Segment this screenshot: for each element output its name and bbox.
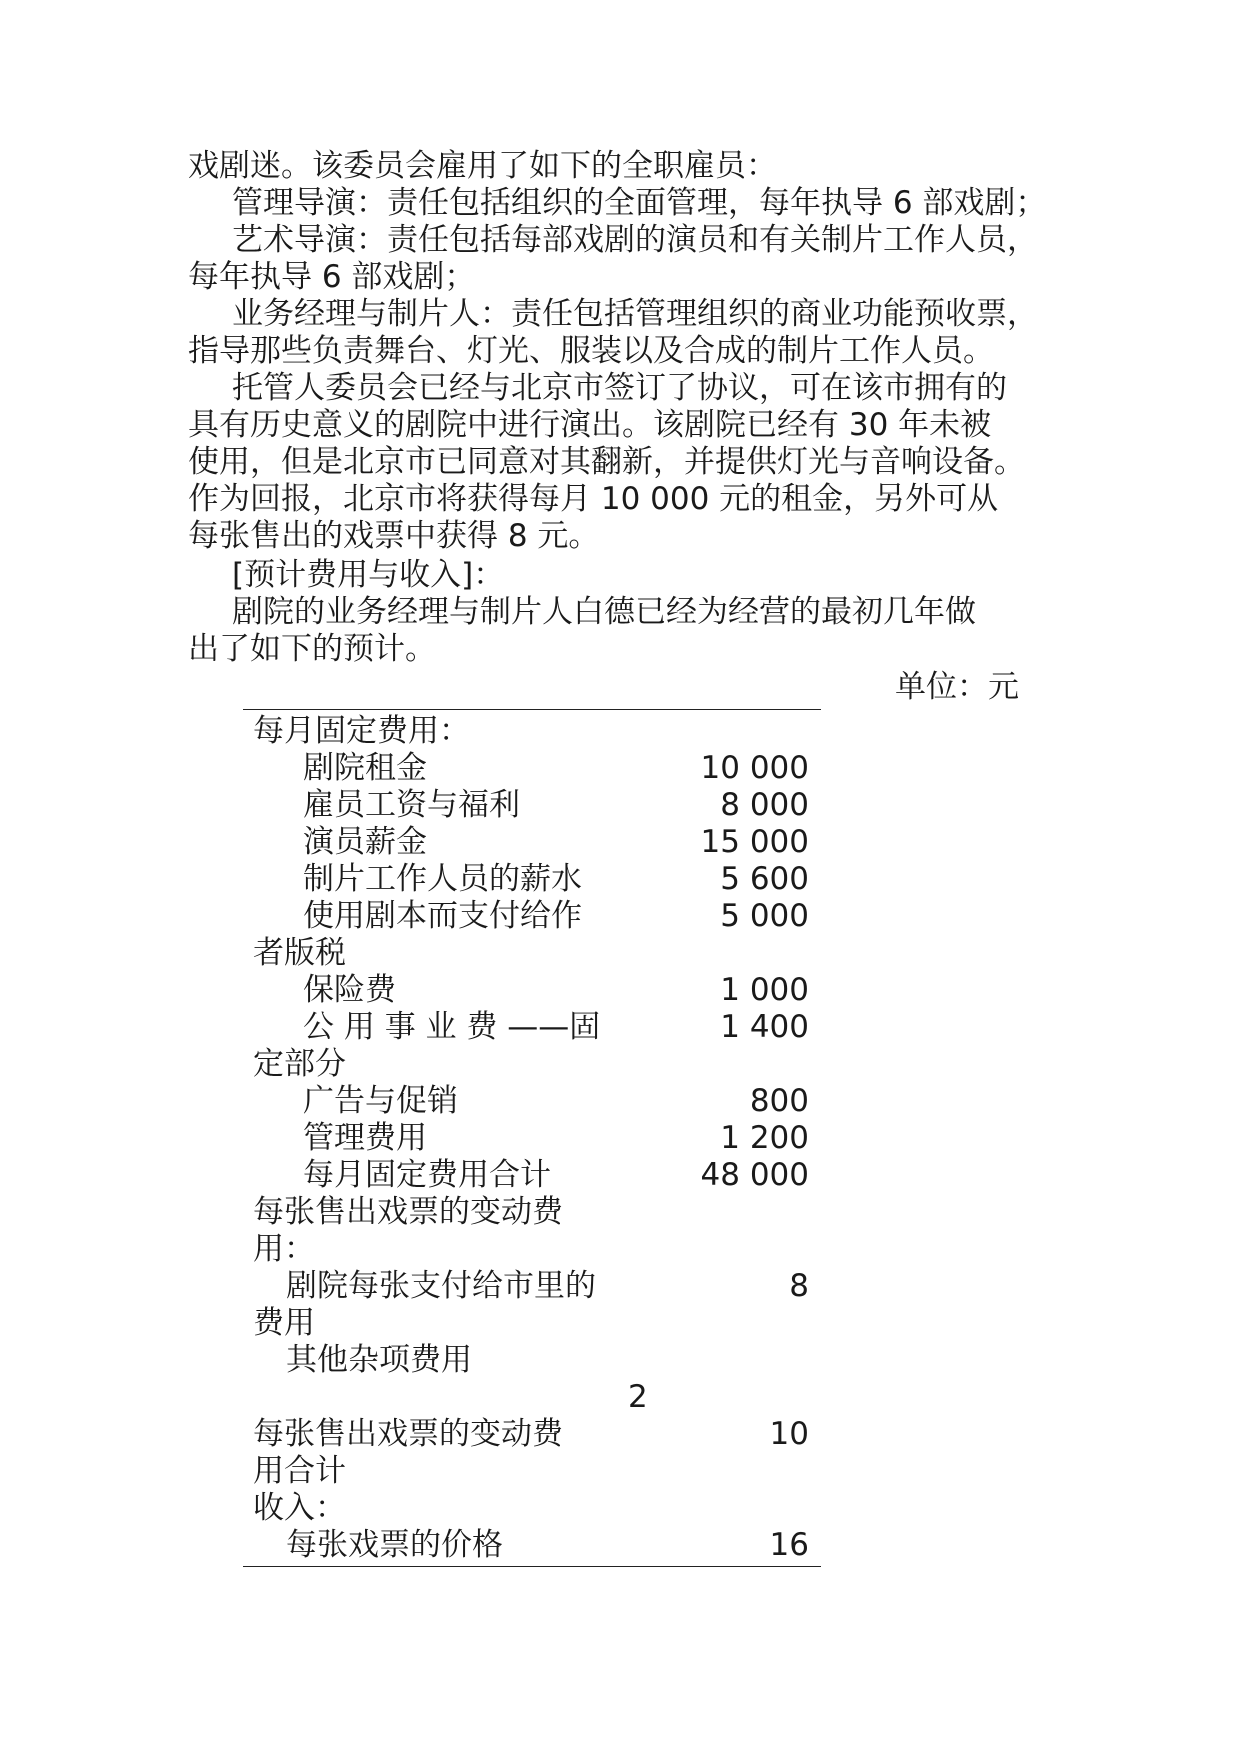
paragraph-1 <box>188 148 1068 185</box>
text-line: 托管人委员会已经与北京市签订了协议，可在该市拥有的 <box>232 370 1007 406</box>
row-label-royalty: 使用剧本而支付给作 <box>303 898 582 934</box>
paragraph-7 <box>188 594 1068 668</box>
row-value-utilities: 1 400 <box>720 1009 809 1045</box>
text-line: 每年执导 6 部戏剧； <box>188 259 476 295</box>
row-value-city-fee: 8 <box>789 1268 809 1304</box>
row-value-royalty: 5 000 <box>720 898 809 934</box>
row-value-crew: 5 600 <box>720 861 809 897</box>
text-line: 每张售出的戏票中获得 8 元。 <box>188 518 600 554</box>
row-label-royalty-cont: 者版税 <box>253 935 346 971</box>
paragraph-5 <box>188 370 1068 555</box>
row-label-actors: 演员薪金 <box>303 824 427 860</box>
text-line: 戏剧迷。该委员会雇用了如下的全职雇员： <box>188 148 777 184</box>
row-label-variable-total-cont: 用合计 <box>253 1453 346 1489</box>
text-line: 具有历史意义的剧院中进行演出。该剧院已经有 30 年未被 <box>188 407 992 443</box>
row-value-fixed-total: 48 000 <box>700 1157 809 1193</box>
unit-label: 单位：元 <box>895 669 1019 705</box>
section-header-variable-cont: 用： <box>253 1231 315 1267</box>
table-top-rule <box>243 709 821 710</box>
text-line: 使用，但是北京市已同意对其翻新，并提供灯光与音响设备。 <box>188 444 1025 480</box>
row-label-rent: 剧院租金 <box>303 750 427 786</box>
paragraph-6 <box>188 557 1068 594</box>
paragraph-2 <box>188 185 1068 222</box>
text-line: 作为回报，北京市将获得每月 10 000 元的租金，另外可从 <box>188 481 999 517</box>
row-value-ticket-price: 16 <box>769 1527 809 1563</box>
text-line: 剧院的业务经理与制片人白德已经为经营的最初几年做 <box>232 594 976 630</box>
row-label-insurance: 保险费 <box>303 972 396 1008</box>
section-header-fixed: 每月固定费用： <box>253 713 470 749</box>
row-value-admin: 1 200 <box>720 1120 809 1156</box>
row-value-misc: 2 <box>628 1379 648 1415</box>
text-line: 艺术导演：责任包括每部戏剧的演员和有关制片工作人员， <box>232 222 1038 258</box>
row-value-staff: 8 000 <box>720 787 809 823</box>
row-value-actors: 15 000 <box>700 824 809 860</box>
table-bottom-rule <box>243 1566 821 1567</box>
paragraph-4 <box>188 296 1068 370</box>
row-value-insurance: 1 000 <box>720 972 809 1008</box>
row-label-ticket-price: 每张戏票的价格 <box>286 1527 503 1563</box>
text-line: 出了如下的预计。 <box>188 631 436 667</box>
row-label-admin: 管理费用 <box>303 1120 427 1156</box>
row-label-fixed-total: 每月固定费用合计 <box>303 1157 551 1193</box>
text-line: 管理导演：责任包括组织的全面管理，每年执导 6 部戏剧； <box>232 185 1047 221</box>
row-value-variable-total: 10 <box>769 1416 809 1452</box>
row-label-utilities-cont: 定部分 <box>253 1046 346 1082</box>
paragraph-3 <box>188 222 1068 296</box>
cost-table <box>243 709 821 1567</box>
section-header-variable: 每张售出戏票的变动费 <box>253 1194 563 1230</box>
text-line: [预计费用与收入]： <box>232 557 505 593</box>
row-label-city-fee: 剧院每张支付给市里的 <box>286 1268 596 1304</box>
row-value-rent: 10 000 <box>700 750 809 786</box>
row-label-staff: 雇员工资与福利 <box>303 787 520 823</box>
row-label-variable-total: 每张售出戏票的变动费 <box>253 1416 563 1452</box>
text-line: 业务经理与制片人：责任包括管理组织的商业功能预收票， <box>232 296 1038 332</box>
row-label-misc: 其他杂项费用 <box>286 1342 472 1378</box>
row-label-ads: 广告与促销 <box>303 1083 458 1119</box>
row-label-crew: 制片工作人员的薪水 <box>303 861 582 897</box>
row-label-city-fee-cont: 费用 <box>253 1305 315 1341</box>
text-line: 指导那些负责舞台、灯光、服装以及合成的制片工作人员。 <box>188 333 994 369</box>
row-label-utilities: 公 用 事 业 费 ——固 <box>303 1009 601 1045</box>
row-value-ads: 800 <box>749 1083 809 1119</box>
section-header-revenue: 收入： <box>253 1490 346 1526</box>
